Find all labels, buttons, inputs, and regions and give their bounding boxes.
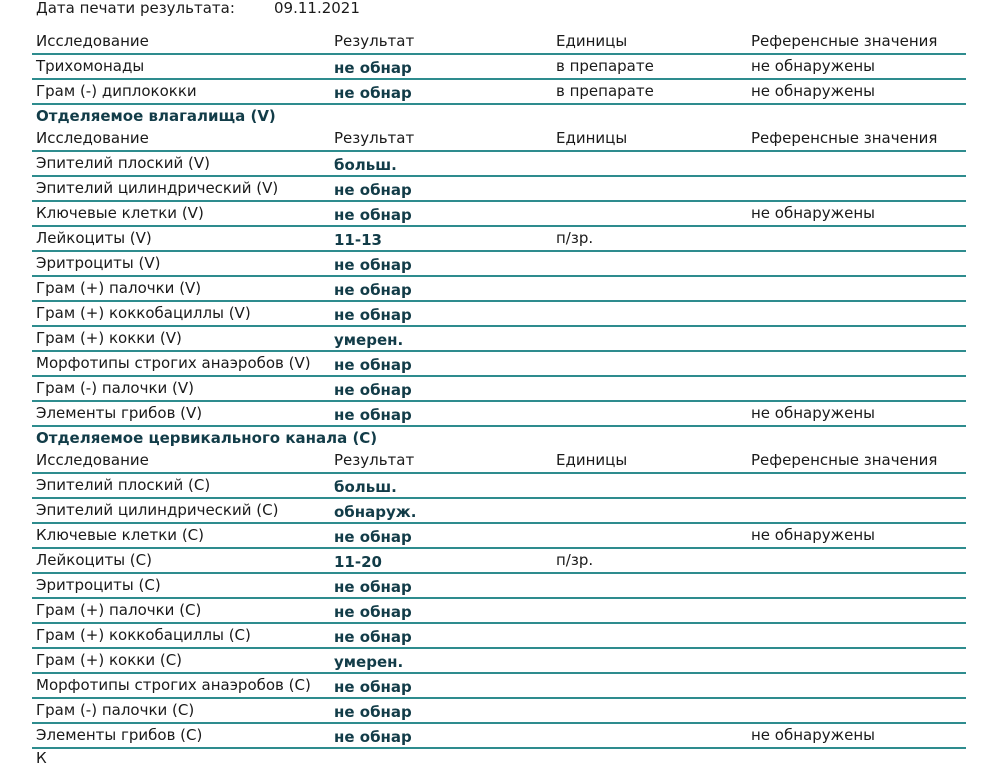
test-units: в препарате [556,57,654,75]
test-reference: не обнаружены [751,204,876,222]
test-result: не обнар [334,281,412,299]
table-row [32,80,966,105]
test-result: обнаруж. [334,503,417,521]
test-result: умерен. [334,331,404,349]
table-row [32,302,966,327]
column-header-name: Исследование [36,32,149,50]
test-result: не обнар [334,728,412,746]
column-header-reference: Референсные значения [751,32,938,50]
table-row [32,699,966,724]
table-row [32,177,966,202]
test-result: 11-13 [334,231,382,249]
test-result: больш. [334,156,397,174]
test-result: не обнар [334,381,412,399]
column-header-row [32,30,966,55]
test-reference: не обнаружены [751,726,876,744]
test-result: не обнар [334,84,412,102]
column-header-result: Результат [334,451,415,469]
test-result: больш. [334,478,397,496]
test-units: п/зр. [556,551,594,569]
test-result: не обнар [334,181,412,199]
test-result: не обнар [334,306,412,324]
column-header-reference: Референсные значения [751,451,938,469]
test-name: Элементы грибов (C) [36,726,203,744]
test-name: Лейкоциты (C) [36,551,152,569]
test-name: Грам (+) кокки (V) [36,329,182,347]
test-name: Эритроциты (C) [36,576,161,594]
table-row [32,724,966,749]
column-header-result: Результат [334,129,415,147]
table-row [32,55,966,80]
test-name: Грам (+) кокки (C) [36,651,183,669]
column-header-name: Исследование [36,129,149,147]
print-date-value: 09.11.2021 [274,0,360,17]
table-row [32,202,966,227]
test-result: не обнар [334,678,412,696]
results-table [32,30,966,749]
test-result: 11-20 [334,553,382,571]
test-name: Ключевые клетки (V) [36,204,204,222]
column-header-units: Единицы [556,129,628,147]
test-name: Морфотипы строгих анаэробов (V) [36,354,311,372]
test-name: Лейкоциты (V) [36,229,152,247]
test-name: Морфотипы строгих анаэробов (C) [36,676,311,694]
test-result: не обнар [334,703,412,721]
test-reference: не обнаружены [751,82,876,100]
table-row [32,574,966,599]
test-units: п/зр. [556,229,594,247]
table-row [32,549,966,574]
test-name: Эпителий плоский (V) [36,154,210,172]
table-row [32,327,966,352]
table-row [32,674,966,699]
test-result: не обнар [334,256,412,274]
test-name: Грам (+) палочки (V) [36,279,202,297]
test-result: не обнар [334,628,412,646]
table-row [32,402,966,427]
table-row [32,474,966,499]
table-row [32,524,966,549]
column-header-units: Единицы [556,451,628,469]
test-name: Грам (-) диплококки [36,82,197,100]
test-result: не обнар [334,406,412,424]
test-name: Грам (+) палочки (C) [36,601,202,619]
column-header-reference: Референсные значения [751,129,938,147]
test-result: не обнар [334,578,412,596]
table-row [32,377,966,402]
test-reference: не обнаружены [751,404,876,422]
test-name: Эритроциты (V) [36,254,161,272]
test-reference: не обнаружены [751,526,876,544]
test-name: Трихомонады [36,57,145,75]
test-result: умерен. [334,653,404,671]
print-date-label: Дата печати результата: [36,0,235,17]
test-result: не обнар [334,59,412,77]
test-result: не обнар [334,603,412,621]
test-name: Эпителий цилиндрический (C) [36,501,279,519]
test-result: не обнар [334,206,412,224]
test-name: Ключевые клетки (C) [36,526,205,544]
table-row [32,599,966,624]
section-header [32,427,966,449]
test-name: Грам (+) коккобациллы (V) [36,304,251,322]
cut-off-text: К [36,749,47,767]
test-name: Эпителий плоский (C) [36,476,211,494]
section-title: Отделяемое влагалища (V) [36,107,276,125]
test-result: не обнар [334,528,412,546]
test-units: в препарате [556,82,654,100]
section-header [32,105,966,127]
table-row [32,352,966,377]
table-row [32,152,966,177]
test-reference: не обнаружены [751,57,876,75]
test-result: не обнар [334,356,412,374]
table-row [32,624,966,649]
table-row [32,277,966,302]
test-name: Грам (+) коккобациллы (C) [36,626,251,644]
column-header-result: Результат [334,32,415,50]
table-row [32,649,966,674]
column-header-row [32,127,966,152]
column-header-name: Исследование [36,451,149,469]
section-title: Отделяемое цервикального канала (C) [36,429,378,447]
table-row [32,499,966,524]
table-row [32,252,966,277]
table-row [32,227,966,252]
test-name: Эпителий цилиндрический (V) [36,179,279,197]
column-header-row [32,449,966,474]
test-name: Грам (-) палочки (C) [36,701,195,719]
test-name: Грам (-) палочки (V) [36,379,194,397]
test-name: Элементы грибов (V) [36,404,203,422]
column-header-units: Единицы [556,32,628,50]
